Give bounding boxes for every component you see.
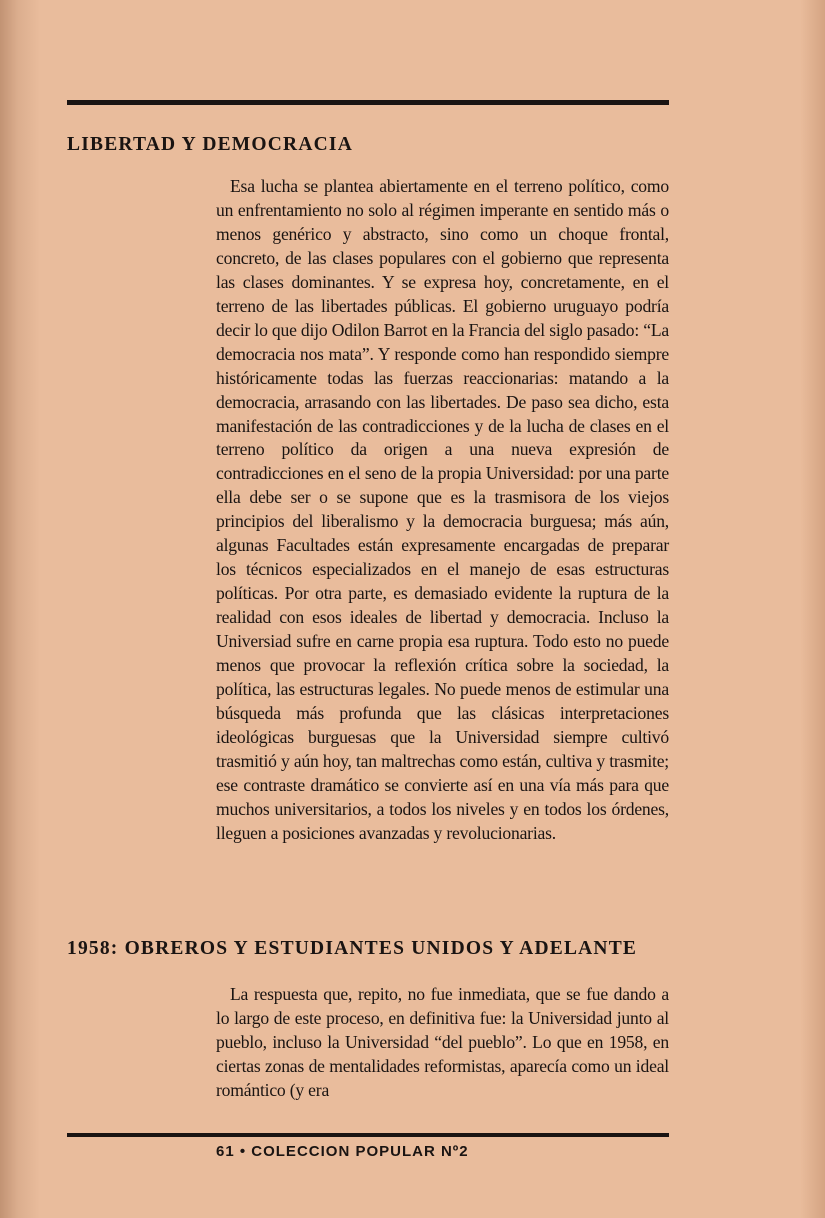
bottom-rule (67, 1133, 669, 1137)
section-heading-libertad: LIBERTAD Y DEMOCRACIA (67, 134, 353, 155)
top-rule (67, 100, 669, 105)
section-paragraph-1958: La respuesta que, repito, no fue inmediata, que se fue dando a lo largo de este proceso, en definitiva fue: la Universidad junto al pueblo, incluso la Universidad “del pueblo”. Lo que en 1958, en ciertas zonas de mentalidades reformistas, aparecía como un ideal romántico (y era (216, 984, 669, 1100)
page-footer: 61 • COLECCION POPULAR Nº2 (216, 1143, 469, 1160)
section-heading-1958: 1958: OBREROS Y ESTUDIANTES UNIDOS Y ADELANTE (67, 938, 638, 959)
section-paragraph-libertad: Esa lucha se plantea abiertamente en el terreno político, como un enfrentamiento no solo al régimen imperante en sentido más o menos genérico y abstracto, sino como un choque frontal, concreto, de las clases populares con el gobierno que representa las clases dominantes. Y se expresa hoy, concretamente, en el terreno de las libertades públicas. El gobierno uruguayo podría decir lo que dijo Odilon Barrot en la Francia del siglo pasado: “La democracia nos mata”. Y responde como han respondido siempre históricamente todas las fuerzas reaccionarias: matando a la democracia, arrasando con las libertades. De paso sea dicho, esta manifestación de las contradicciones y de la lucha de clases en el terreno político da origen a una nueva expresión de contradicciones en el seno de la propia Universidad: por una parte ella debe ser o se supone que es la trasmisora de los viejos principios del liberalismo y la democracia burguesa; más aún, algunas Facultades están expresamente encargadas de preparar los técnicos especializados en el manejo de esas estructuras políticas. Por otra parte, es demasiado evidente la ruptura de la realidad con esos ideales de libertad y democracia. Incluso la Universiad sufre en carne propia esa ruptura. Todo esto no puede menos que provocar la reflexión crítica sobre la sociedad, la política, las estructuras legales. No puede menos de estimular una búsqueda más profunda que las clásicas interpretaciones ideológicas burguesas que la Universidad siempre cultivó trasmitió y aún hoy, tan maltrechas como están, cultiva y trasmite; ese contraste dramático se convierte así en una vía más para que muchos universitarios, a todos los niveles y en todos los órdenes, lleguen a posiciones avanzadas y revolucionarias. (216, 176, 669, 843)
